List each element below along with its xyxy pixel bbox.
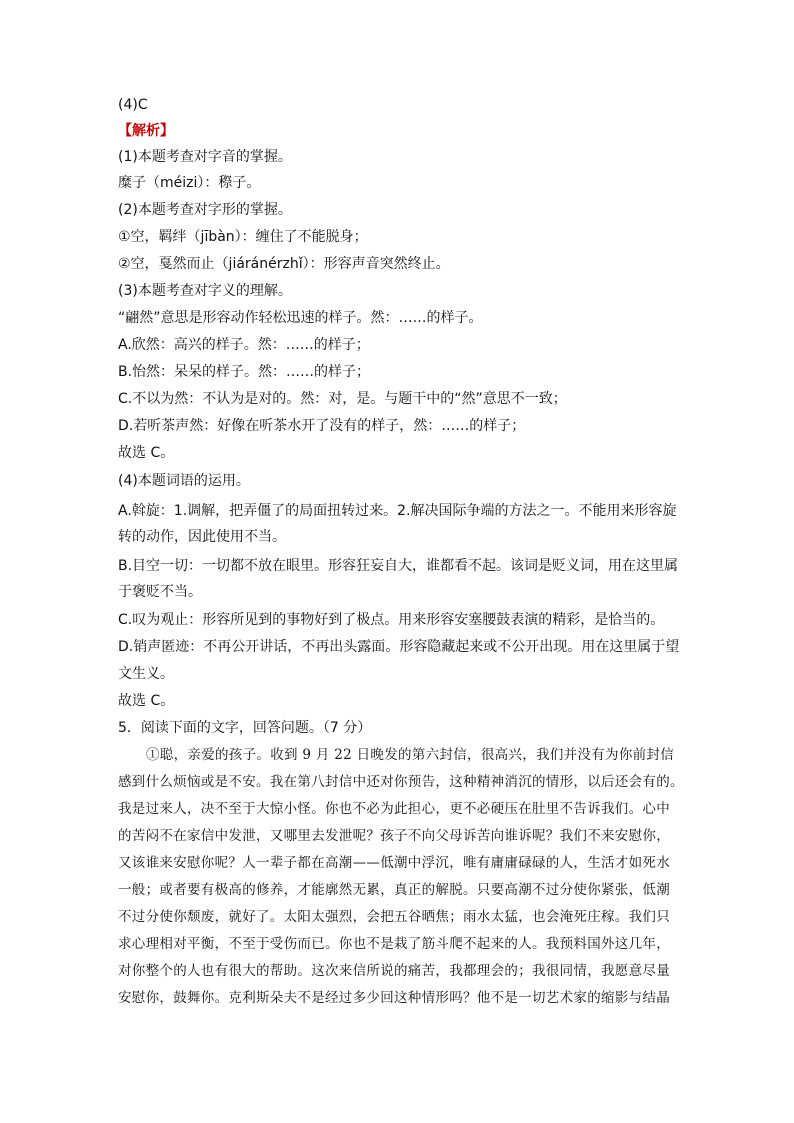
text-line: 转的动作，因此使用不当。 bbox=[118, 529, 286, 545]
text-line: (1)本题考查对字音的掌握。 bbox=[118, 149, 292, 165]
text-line: 故选 C。 bbox=[118, 445, 175, 461]
text-line: 糜子（méizi）：穄子。 bbox=[118, 175, 261, 191]
text-line: B.怡然：呆呆的样子。然：……的样子； bbox=[118, 364, 371, 380]
text-line: D.若听茶声然：好像在听茶水开了没有的样子，然：……的样子； bbox=[118, 418, 526, 434]
text-line: A.斡旋：1.调解，把弄僵了的局面扭转过来。2.解决国际争端的方法之一。不能用来形容旋 bbox=[118, 503, 677, 519]
text-line: (3)本题考查对字义的理解。 bbox=[118, 283, 292, 299]
text-line: ②空，戛然而止（jiáránérzhǐ）：形容声音突然终止。 bbox=[118, 256, 450, 272]
passage-line: 感到什么烦恼或是不安。我在第八封信中还对你预告，这种精神消沉的情形，以后还会有的。 bbox=[118, 774, 684, 790]
text-line: (4)本题词语的运用。 bbox=[118, 473, 250, 489]
passage-line: 我是过来人，决不至于大惊小怪。你也不必为此担心，更不必硬压在肚里不告诉我们。心中 bbox=[118, 801, 670, 817]
passage-line: 的苦闷不在家信中发泄，又哪里去发泄呢？孩子不向父母诉苦向谁诉呢？我们不来安慰你， bbox=[118, 828, 670, 844]
text-line: C.叹为观止：形容所见到的事物好到了极点。用来形容安塞腰鼓表演的精彩，是恰当的。 bbox=[118, 612, 665, 628]
passage-line: ①聪，亲爱的孩子。收到 9 月 22 日晚发的第六封信，很高兴，我们并没有为你前封信 bbox=[146, 747, 675, 763]
passage-line: 对你整个的人也有很大的帮助。这次来信所说的痛苦，我都理会的；我很同情，我愿意尽量 bbox=[118, 963, 670, 979]
question-prompt: 5．阅读下面的文字，回答问题。（7 分） bbox=[118, 720, 372, 736]
text-line: 于褒贬不当。 bbox=[118, 584, 202, 600]
text-line: ①空，羁绊（jībàn）：缠住了不能脱身； bbox=[118, 229, 368, 245]
passage-line: 不过分使你颓废，就好了。太阳太强烈，会把五谷晒焦；雨水太猛，也会淹死庄稼。我们只 bbox=[118, 909, 670, 925]
text-line: B.目空一切：一切都不放在眼里。形容狂妄自大，谁都看不起。该词是贬义词，用在这里属 bbox=[118, 558, 679, 574]
text-line: A.欣然：高兴的样子。然：……的样子； bbox=[118, 337, 370, 353]
passage-line: 求心理相对平衡，不至于受伤而已。你也不是栽了筋斗爬不起来的人。我预料国外这几年， bbox=[118, 936, 670, 952]
passage-line: 一般；或者要有极高的修养，才能廓然无累，真正的解脱。只要高潮不过分使你紧张，低潮 bbox=[118, 882, 670, 898]
text-line: 故选 C。 bbox=[118, 693, 175, 709]
passage-line: 安慰你，鼓舞你。克利斯朵夫不是经过多少回这种情形吗？他不是一切艺术家的缩影与结晶 bbox=[118, 990, 670, 1006]
passage-line: 又该谁来安慰你呢？人一辈子都在高潮——低潮中浮沉，唯有庸庸碌碌的人，生活才如死水 bbox=[118, 855, 670, 871]
answer-label: (4)C bbox=[118, 97, 148, 113]
text-line: 文生义。 bbox=[118, 666, 174, 682]
analysis-heading: 【解析】 bbox=[118, 123, 174, 139]
text-line: C.不以为然：不认为是对的。然：对，是。与题干中的“然”意思不一致； bbox=[118, 391, 567, 407]
text-line: D.销声匿迹：不再公开讲话，不再出头露面。形容隐藏起来或不公开出现。用在这里属于望 bbox=[118, 639, 680, 655]
text-line: “翩然”意思是形容动作轻松迅速的样子。然：……的样子。 bbox=[118, 310, 483, 326]
text-line: (2)本题考查对字形的掌握。 bbox=[118, 202, 292, 218]
